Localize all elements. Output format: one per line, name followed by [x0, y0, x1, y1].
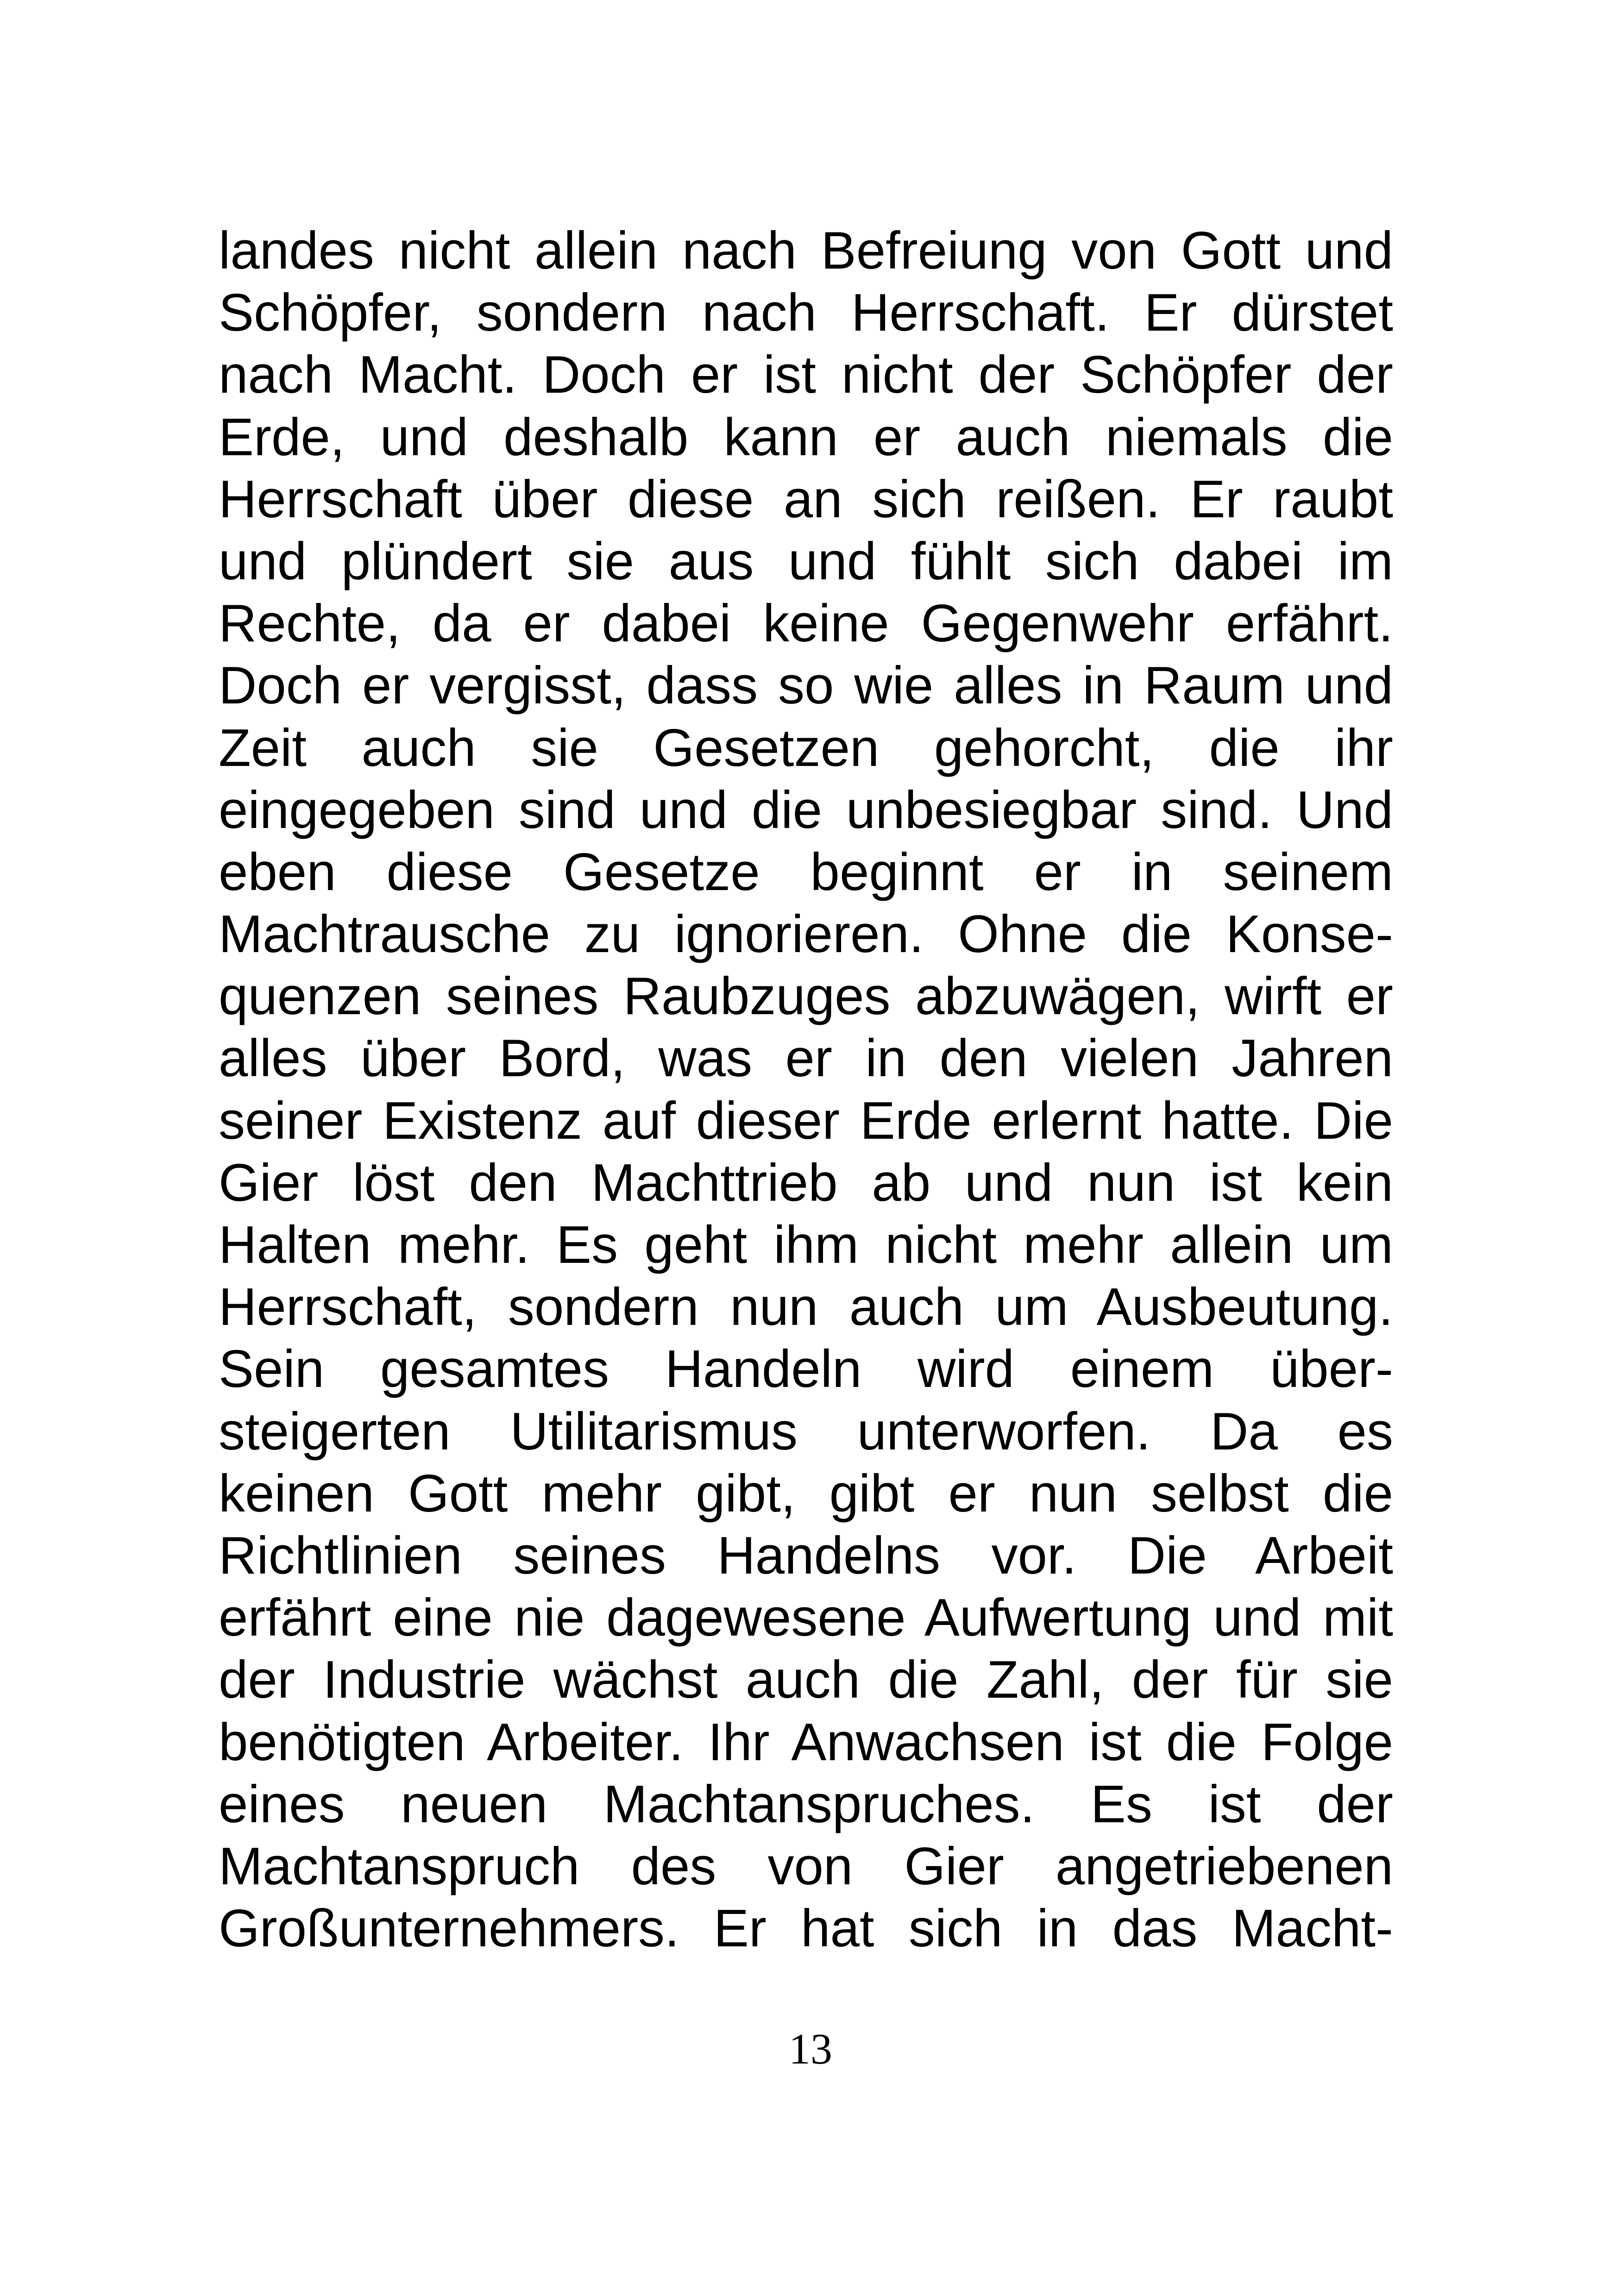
- text-line: und plündert sie aus und fühlt sich dabei im: [219, 532, 1393, 591]
- text-line: landes nicht allein nach Befreiung von Gott und: [219, 221, 1393, 280]
- text-line: der Industrie wächst auch die Zahl, der für sie: [219, 1650, 1393, 1710]
- text-line: steigerten Utilitarismus unterworfen. Da es: [219, 1402, 1393, 1461]
- text-line: Rechte, da er dabei keine Gegenwehr erfährt.: [219, 594, 1393, 653]
- text-line: benötigten Arbeiter. Ihr Anwachsen ist die Folge: [219, 1713, 1393, 1772]
- text-line: Gier löst den Machttrieb ab und nun ist kein: [219, 1153, 1393, 1212]
- text-line: Halten mehr. Es geht ihm nicht mehr allein um: [219, 1216, 1393, 1274]
- text-line: Doch er vergisst, dass so wie alles in Raum und: [219, 656, 1393, 715]
- text-line: quenzen seines Raubzuges abzuwägen, wirft er: [219, 967, 1393, 1026]
- text-line: nach Macht. Doch er ist nicht der Schöpfer der: [219, 345, 1393, 405]
- text-line: eines neuen Machtanspruches. Es ist der: [219, 1775, 1393, 1834]
- text-line: Herrschaft über diese an sich reißen. Er raubt: [219, 470, 1393, 529]
- text-line: Schöpfer, sondern nach Herrschaft. Er dürstet: [219, 283, 1393, 343]
- text-line: Machtrausche zu ignorieren. Ohne die Konse-: [219, 905, 1393, 964]
- text-line: Erde, und deshalb kann er auch niemals die: [219, 408, 1393, 467]
- body-text: [219, 220, 1393, 1960]
- text-line: eingegeben sind und die unbesiegbar sind. Und: [219, 780, 1393, 840]
- text-line: alles über Bord, was er in den vielen Jahren: [219, 1029, 1393, 1088]
- text-line: erfährt eine nie dagewesene Aufwertung und mit: [219, 1588, 1393, 1648]
- text-line: Sein gesamtes Handeln wird einem über-: [219, 1340, 1393, 1399]
- text-line: keinen Gott mehr gibt, gibt er nun selbst die: [219, 1464, 1393, 1523]
- text-line: Machtanspruch des von Gier angetriebenen: [219, 1837, 1393, 1896]
- text-line: Großunternehmers. Er hat sich in das Macht-: [219, 1899, 1393, 1958]
- text-line: Richtlinien seines Handelns vor. Die Arbeit: [219, 1526, 1393, 1585]
- text-line: Zeit auch sie Gesetzen gehorcht, die ihr: [219, 718, 1393, 778]
- page-number: 13: [789, 2025, 832, 2073]
- text-line: eben diese Gesetze beginnt er in seinem: [219, 842, 1393, 902]
- text-line: seiner Existenz auf dieser Erde erlernt hatte. Die: [219, 1091, 1393, 1150]
- text-line: Herrschaft, sondern nun auch um Ausbeutung.: [219, 1278, 1393, 1337]
